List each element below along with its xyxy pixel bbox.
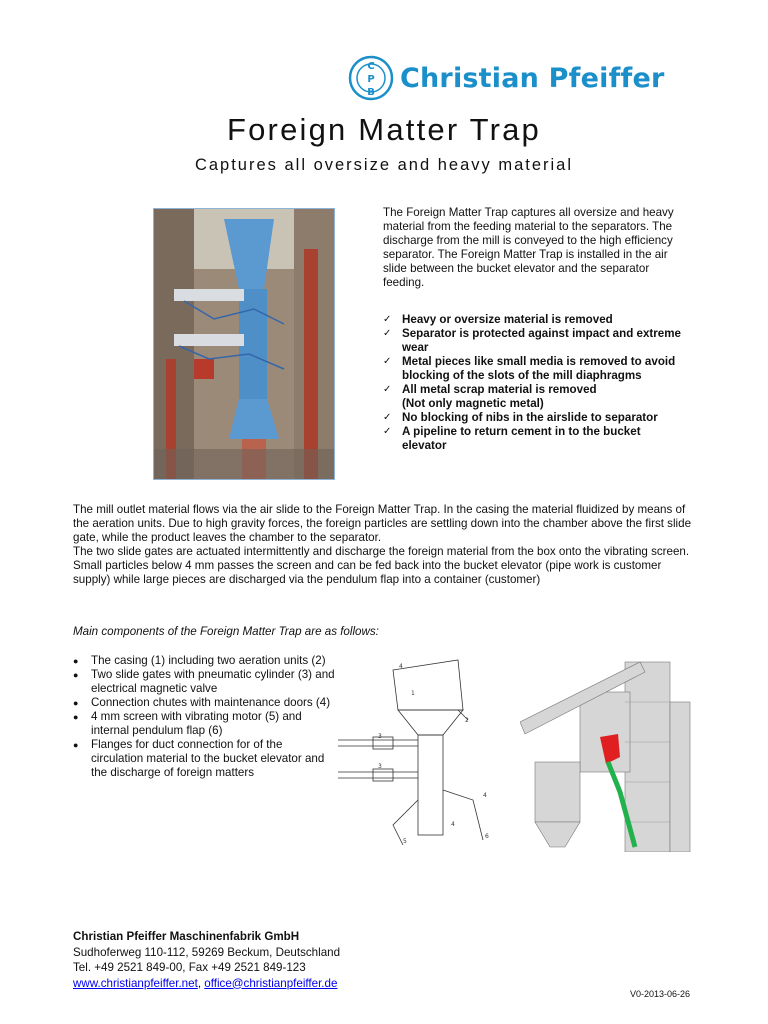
component-text: Connection chutes with maintenance doors (4): [91, 696, 331, 709]
callout-label: 4: [399, 663, 403, 670]
checklist-item: [383, 383, 688, 411]
company-phone: Tel. +49 2521 849-00, Fax +49 2521 849-123: [73, 961, 306, 974]
components-heading: Main components of the Foreign Matter Trap are as follows:: [73, 625, 379, 638]
checklist-text: No blocking of nibs in the airslide to separator: [402, 411, 658, 424]
component-text: 4 mm screen with vibrating motor (5) and internal pendulum flap (6): [91, 710, 302, 737]
page-title: Foreign Matter Trap: [226, 112, 542, 147]
component-item: [73, 710, 335, 738]
callout-label: 4: [483, 792, 487, 799]
check-icon: ✓: [383, 328, 392, 339]
bullet-icon: ●: [73, 698, 79, 708]
company-name: Christian Pfeiffer Maschinenfabrik GmbH: [73, 930, 300, 943]
website-link[interactable]: www.christianpfeiffer.net: [73, 976, 198, 990]
component-text: Flanges for duct connection for of the circulation material to the bucket elevator and the discharge of foreign matters: [91, 738, 325, 779]
component-text: The casing (1) including two aeration units (2): [91, 654, 326, 667]
footer-contact: [73, 929, 340, 991]
checklist-text: Heavy or oversize material is removed: [402, 313, 613, 326]
company-logo: [348, 56, 700, 100]
bullet-icon: ●: [73, 656, 79, 666]
component-item: [73, 654, 335, 668]
callout-label: 3: [378, 733, 382, 740]
checklist-item: [383, 355, 688, 383]
email-link[interactable]: office@christianpfeiffer.de: [204, 976, 338, 990]
check-icon: ✓: [383, 426, 392, 437]
plant-3d-rendering: [520, 642, 696, 852]
bullet-icon: ●: [73, 670, 79, 680]
contact-links: [73, 976, 340, 992]
link-separator: ,: [197, 976, 205, 990]
bullet-icon: ●: [73, 740, 79, 750]
brand-name: Christian Pfeiffer: [400, 62, 665, 94]
intro-paragraph: The Foreign Matter Trap captures all oversize and heavy material from the feeding material to the separators. The discharge from the mill is conveyed to the high efficiency separator. The Foreign Matter Trap is installed in the air slide between the bucket elevator and the separator feeding.: [383, 206, 674, 289]
check-icon: ✓: [383, 412, 392, 423]
installation-photo: [153, 208, 335, 480]
checklist-item: [383, 411, 688, 425]
cpb-emblem-icon: [348, 55, 394, 101]
checklist-item: [383, 327, 688, 355]
callout-label: 5: [403, 838, 407, 845]
page-subtitle: Captures all oversize and heavy material: [194, 156, 574, 174]
feature-checklist: [383, 313, 688, 453]
callout-label: 4: [451, 821, 455, 828]
component-item: [73, 696, 335, 710]
components-list: [73, 654, 335, 780]
callout-label: 2: [465, 717, 469, 724]
checklist-item: [383, 425, 688, 453]
company-address: Sudhoferweg 110-112, 59269 Beckum, Deutschland: [73, 945, 341, 959]
component-item: [73, 738, 335, 780]
component-item: [73, 668, 335, 696]
description-paragraph: The mill outlet material flows via the air slide to the Foreign Matter Trap. In the casing the material fluidized by means of the aeration units. Due to high gravity forces, the foreign particles are settling down into the chamber above the first slide gate, while the product leaves the chamber to the separator. The two slide gates are actuated intermittently and discharge the foreign material from the box onto the vibrating screen. Small particles below 4 mm passes the screen and can be fed back into the bucket elevator (pipe work is customer supply) while large pieces are discharged via the pendulum flap into a container (customer): [73, 503, 692, 586]
logo-letter-b: B: [367, 87, 375, 98]
check-icon: ✓: [383, 356, 392, 367]
technical-drawing: [333, 650, 518, 850]
check-icon: ✓: [383, 384, 392, 395]
checklist-text: Separator is protected against impact and extreme wear: [402, 327, 681, 354]
callout-label: 1: [411, 690, 415, 697]
bullet-icon: ●: [73, 712, 79, 722]
logo-letter-c: C: [367, 61, 375, 72]
checklist-text: A pipeline to return cement in to the bucket elevator: [402, 425, 641, 452]
document-version: V0-2013-06-26: [630, 989, 691, 999]
callout-label: 3: [378, 763, 382, 770]
logo-letter-p: P: [367, 74, 375, 85]
check-icon: ✓: [383, 314, 392, 325]
checklist-text: All metal scrap material is removed (Not only magnetic metal): [402, 383, 597, 410]
callout-label: 6: [485, 833, 489, 840]
checklist-item: [383, 313, 688, 327]
component-text: Two slide gates with pneumatic cylinder (3) and electrical magnetic valve: [91, 668, 335, 695]
checklist-text: Metal pieces like small media is removed to avoid blocking of the slots of the mill diaphragms: [402, 355, 676, 382]
